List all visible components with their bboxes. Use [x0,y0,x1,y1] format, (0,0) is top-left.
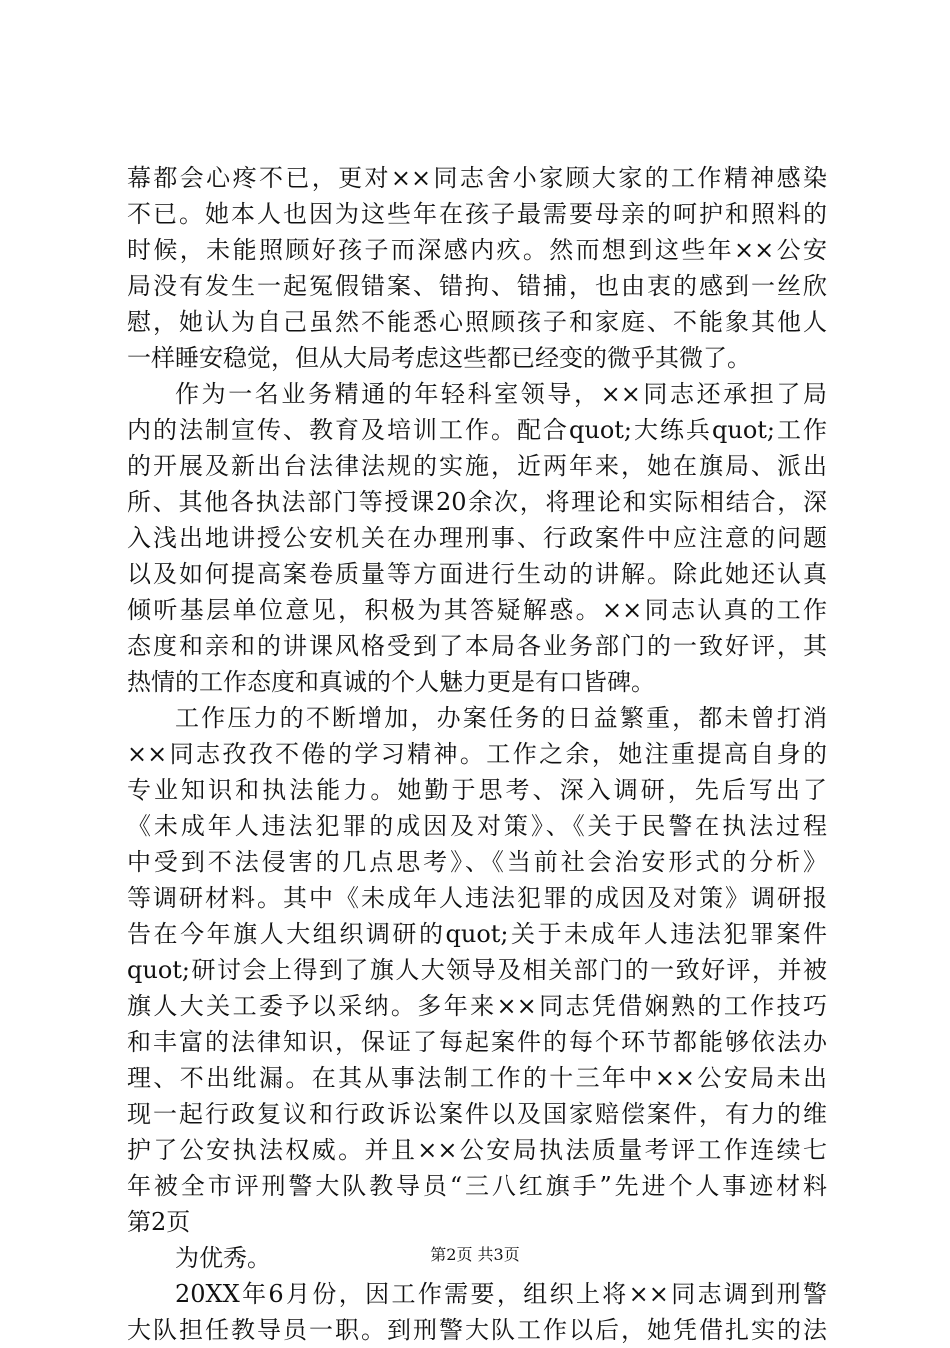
text-line: 大队担任教导员一职。到刑警大队工作以后，她凭借扎实的法 [127,1316,827,1344]
text-line: 《未成年人违法犯罪的成因及对策》、《关于民警在执法过程 [127,812,827,840]
text-line: 的开展及新出台法律法规的实施，近两年来，她在旗局、派出 [127,452,827,480]
text-line: 专业知识和执法能力。她勤于思考、深入调研，先后写出了 [127,776,827,804]
text-line: 理、不出纰漏。在其从事法制工作的十三年中××公安局未出 [127,1064,827,1092]
text-line: 和丰富的法律知识，保证了每起案件的每个环节都能够依法办 [127,1028,827,1056]
paragraph-start-line: 作为一名业务精通的年轻科室领导，××同志还承担了局 [175,380,827,408]
text-line: 不已。她本人也因为这些年在孩子最需要母亲的呵护和照料的 [127,200,827,228]
text-line: 慰，她认为自己虽然不能悉心照顾孩子和家庭、不能象其他人 [127,308,827,336]
text-line: 第2页 [127,1208,191,1236]
paragraph-start-line: 为优秀。 [175,1244,271,1272]
text-line: 护了公安执法权威。并且××公安局执法质量考评工作连续七 [127,1136,827,1164]
text-line: 入浅出地讲授公安机关在办理刑事、行政案件中应注意的问题 [127,524,827,552]
text-line: 内的法制宣传、教育及培训工作。配合quot;大练兵quot;工作 [127,416,827,444]
paragraph-start-line: 20XX年6月份，因工作需要，组织上将××同志调到刑警 [175,1280,827,1308]
text-line: 以及如何提高案卷质量等方面进行生动的讲解。除此她还认真 [127,560,827,588]
text-line: 现一起行政复议和行政诉讼案件以及国家赔偿案件，有力的维 [127,1100,827,1128]
text-line: 热情的工作态度和真诚的个人魅力更是有口皆碑。 [127,668,655,696]
text-line: 时候，未能照顾好孩子而深感内疚。然而想到这些年××公安 [127,236,827,264]
text-line: 所、其他各执法部门等授课20余次，将理论和实际相结合，深 [127,488,827,516]
text-line: 等调研材料。其中《未成年人违法犯罪的成因及对策》调研报 [127,884,827,912]
text-line: 年被全市评刑警大队教导员“三八红旗手”先进个人事迹材料 [127,1172,827,1200]
text-line: 一样睡安稳觉，但从大局考虑这些都已经变的微乎其微了。 [127,344,751,372]
text-line: 幕都会心疼不已，更对××同志舍小家顾大家的工作精神感染 [127,164,827,192]
text-line: 倾听基层单位意见，积极为其答疑解惑。××同志认真的工作 [127,596,827,624]
paragraph-start-line: 工作压力的不断增加，办案任务的日益繁重，都未曾打消 [175,704,827,732]
text-line: 局没有发生一起冤假错案、错拘、错捕，也由衷的感到一丝欣 [127,272,827,300]
text-line: quot;研讨会上得到了旗人大领导及相关部门的一致好评，并被 [127,956,827,984]
text-line: ××同志孜孜不倦的学习精神。工作之余，她注重提高自身的 [127,740,827,768]
page-number-footer: 第2页 共3页 [430,1245,520,1264]
text-line: 旗人大关工委予以采纳。多年来××同志凭借娴熟的工作技巧 [127,992,827,1020]
text-line: 态度和亲和的讲课风格受到了本局各业务部门的一致好评，其 [127,632,827,660]
text-line: 中受到不法侵害的几点思考》、《当前社会治安形式的分析》 [127,848,827,876]
document-body [127,160,827,1348]
text-line: 告在今年旗人大组织调研的quot;关于未成年人违法犯罪案件 [127,920,827,948]
